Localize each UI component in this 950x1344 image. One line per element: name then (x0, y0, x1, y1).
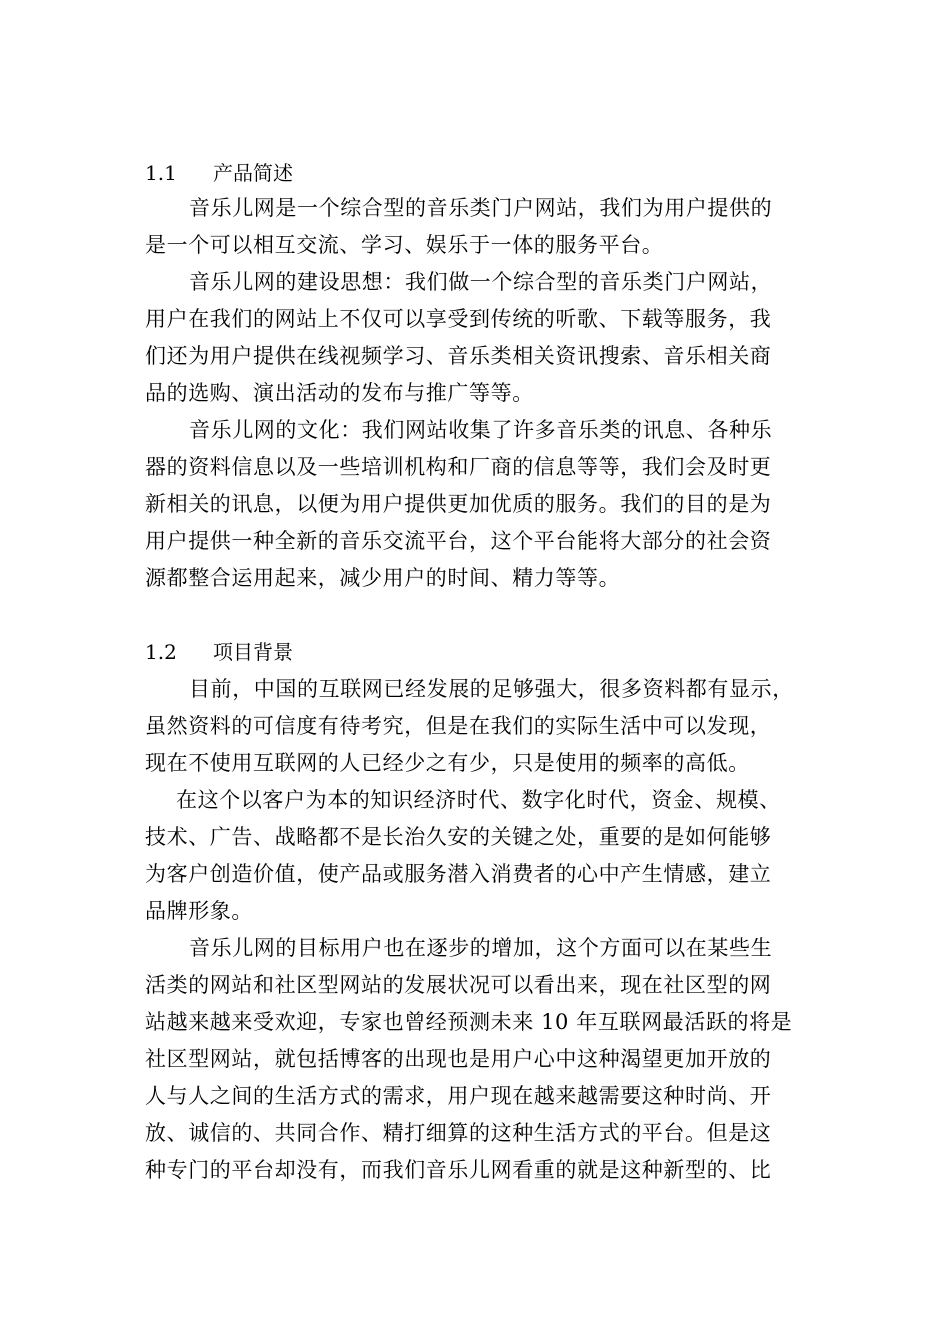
paragraph-line: 音乐儿网是一个综合型的音乐类门户网站，我们为用户提供的 (189, 196, 773, 220)
paragraph-line: 技术、广告、战略都不是长治久安的关键之处，重要的是如何能够 (145, 825, 772, 849)
paragraph-line: 源都整合运用起来，减少用户的时间、精力等等。 (145, 566, 621, 590)
paragraph-line: 社区型网站，就包括博客的出现也是用户心中这种渴望更加开放的 (145, 1047, 772, 1071)
section-number: 1.2 (145, 640, 177, 664)
section-number: 1.1 (145, 161, 177, 185)
paragraph-line: 目前，中国的互联网已经发展的足够强大，很多资料都有显示， (189, 677, 794, 701)
paragraph-line: 在这个以客户为本的知识经济时代、数字化时代，资金、规模、 (176, 788, 781, 812)
paragraph-line: 品的选购、演出活动的发布与推广等等。 (145, 381, 534, 405)
paragraph-line: 活类的网站和社区型网站的发展状况可以看出来，现在社区型的网 (145, 973, 772, 997)
paragraph-line: 为客户创造价值，使产品或服务潜入消费者的心中产生情感，建立 (145, 862, 772, 886)
paragraph-line: 音乐儿网的文化：我们网站收集了许多音乐类的讯息、各种乐 (189, 418, 773, 442)
paragraph-line: 器的资料信息以及一些培训机构和厂商的信息等等，我们会及时更 (145, 455, 772, 479)
paragraph-line: 是一个可以相互交流、学习、娱乐于一体的服务平台。 (145, 233, 664, 257)
paragraph-line: 音乐儿网的目标用户也在逐步的增加，这个方面可以在某些生 (189, 936, 773, 960)
paragraph-line: 人与人之间的生活方式的需求，用户现在越来越需要这种时尚、开 (145, 1084, 772, 1108)
section-heading-project-background (145, 637, 293, 667)
paragraph-line: 品牌形象。 (145, 899, 253, 923)
section-title: 项目背景 (213, 640, 293, 664)
paragraph-line: 音乐儿网的建设思想：我们做一个综合型的音乐类门户网站， (189, 270, 773, 294)
section-heading-product-overview (145, 158, 293, 188)
section-title: 产品简述 (213, 161, 293, 185)
paragraph-line: 现在不使用互联网的人已经少之有少，只是使用的频率的高低。 (145, 751, 750, 775)
paragraph-line: 种专门的平台却没有，而我们音乐儿网看重的就是这种新型的、比 (145, 1158, 772, 1182)
paragraph-line: 放、诚信的、共同合作、精打细算的这种生活方式的平台。但是这 (145, 1121, 772, 1145)
paragraph-line: 用户提供一种全新的音乐交流平台，这个平台能将大部分的社会资 (145, 529, 772, 553)
paragraph-line: 新相关的讯息，以便为用户提供更加优质的服务。我们的目的是为 (145, 492, 772, 516)
paragraph-line: 用户在我们的网站上不仅可以享受到传统的听歌、下载等服务，我 (145, 307, 772, 331)
paragraph-line: 站越来越来受欢迎，专家也曾经预测未来 10 年互联网最活跃的将是 (145, 1010, 793, 1034)
paragraph-line: 们还为用户提供在线视频学习、音乐类相关资讯搜索、音乐相关商 (145, 344, 772, 368)
paragraph-line: 虽然资料的可信度有待考究，但是在我们的实际生活中可以发现， (145, 714, 772, 738)
